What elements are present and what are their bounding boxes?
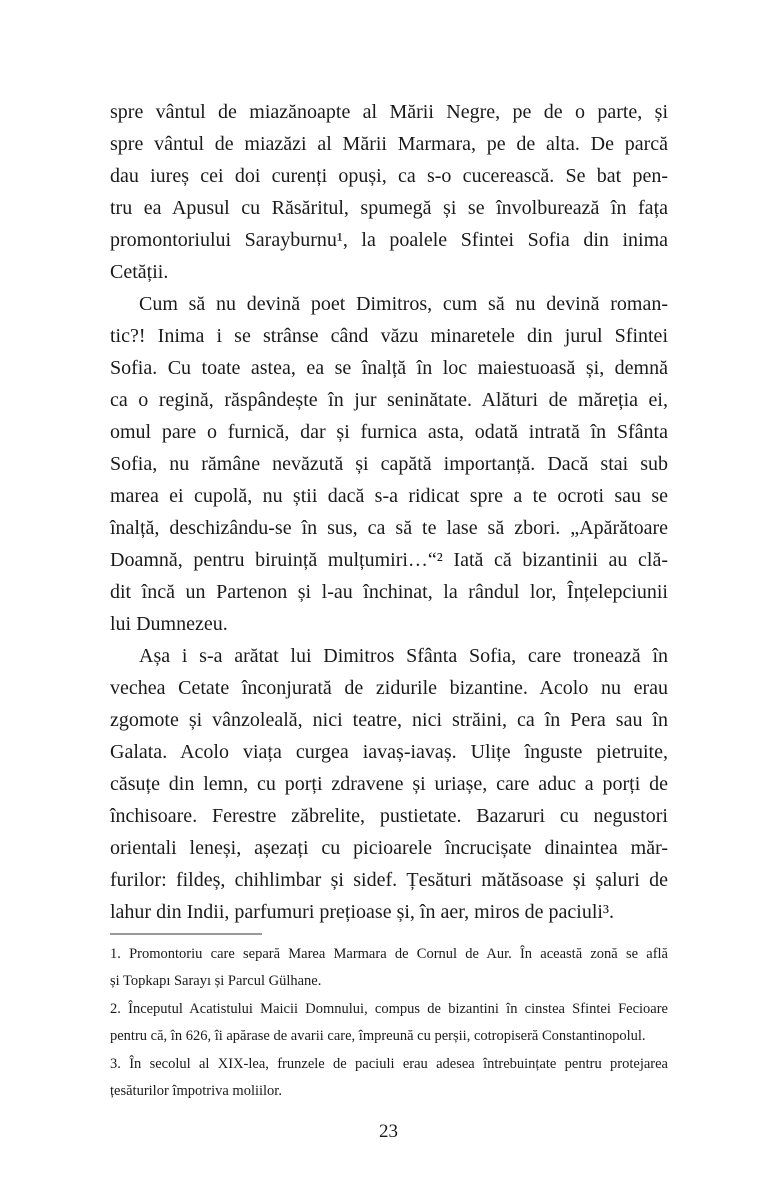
text-line: lahur din Indii, parfumuri prețioase și, în aer, miros de paciuli³. <box>110 901 614 923</box>
footnote-line: țesăturilor împotriva moliilor. <box>110 1083 282 1100</box>
footnote <box>110 1051 668 1106</box>
paragraph <box>110 640 668 928</box>
text-line: tru ea Apusul cu Răsăritul, spumegă și se învolburează în fața <box>110 197 668 219</box>
footnote-line: 1. Promontoriu care separă Marea Marmara de Cornul de Aur. În această zonă se află <box>110 946 668 962</box>
text-line: ca o regină, răspândește în jur seninătate. Alături de măreția ei, <box>110 389 668 411</box>
text-line: Sofia. Cu toate astea, ea se înalță în loc maiestuoasă și, demnă <box>110 357 668 379</box>
footnote-line: pentru că, în 626, îi apărase de avarii care, împreună cu perșii, cotropiseră Constantinopolul. <box>110 1028 646 1045</box>
paragraph <box>110 288 668 640</box>
footnote <box>110 941 668 996</box>
text-line: promontoriului Sarayburnu¹, la poalele Sfintei Sofia din inima <box>110 229 668 251</box>
text-line: Cetății. <box>110 261 169 283</box>
text-line: marea ei cupolă, nu știi dacă s-a ridicat spre a te ocroti sau se <box>110 485 668 507</box>
main-text <box>110 96 668 928</box>
footnotes <box>110 941 668 1105</box>
text-line: căsuțe din lemn, cu porți zdravene și uriașe, care aduc a porți de <box>110 773 668 795</box>
footnote-separator <box>110 933 262 935</box>
footnote <box>110 996 668 1051</box>
page-number: 23 <box>379 1121 398 1142</box>
text-line: dau iureș cei doi curenți opuși, ca s-o cucerească. Se bat pen- <box>110 165 668 187</box>
text-line: furilor: fildeș, chihlimbar și sidef. Țesături mătăsoase și șaluri de <box>110 869 668 891</box>
footnote-line: și Topkapı Sarayı și Parcul Gülhane. <box>110 973 322 990</box>
text-line: Cum să nu devină poet Dimitros, cum să nu devină roman- <box>139 293 668 315</box>
footnote-line: 3. În secolul al XIX-lea, frunzele de paciuli erau adesea întrebuințate pentru protejarea <box>110 1055 668 1072</box>
paragraph <box>110 96 668 288</box>
footnote-line: 2. Începutul Acatistului Maicii Domnului, compus de bizantini în cinstea Sfintei Fecioare <box>110 1000 668 1017</box>
text-line: dit încă un Partenon și l-au închinat, la rândul lor, Înțelepciunii <box>110 581 668 603</box>
text-line: înalță, deschizându-se în sus, ca să te lase să zbori. „Apărătoare <box>110 517 668 539</box>
text-line: orientali leneși, așezați cu picioarele încrucișate dinaintea măr- <box>110 837 668 859</box>
text-line: tic?! Inima i se strânse când văzu minaretele din jurul Sfintei <box>110 325 668 347</box>
text-line: spre vântul de miazănoapte al Mării Negre, pe de o parte, și <box>110 101 668 123</box>
text-line: spre vântul de miazăzi al Mării Marmara, pe de alta. De parcă <box>110 133 668 155</box>
text-line: vechea Cetate înconjurată de zidurile bizantine. Acolo nu erau <box>110 677 668 699</box>
text-line: Așa i s-a arătat lui Dimitros Sfânta Sofia, care tronează în <box>139 645 668 667</box>
text-line: zgomote și vânzoleală, nici teatre, nici străini, ca în Pera sau în <box>110 709 668 731</box>
text-line: Doamnă, pentru biruință mulțumiri…“² Iată că bizantinii au clă- <box>110 549 668 571</box>
text-line: lui Dumnezeu. <box>110 613 228 635</box>
text-line: Galata. Acolo viața curgea iavaș-iavaș. Ulițe înguste pietruite, <box>110 741 668 763</box>
text-line: omul pare o furnică, dar și furnica asta, odată intrată în Sfânta <box>110 421 668 443</box>
text-line: închisoare. Ferestre zăbrelite, pustietate. Bazaruri cu negustori <box>110 805 668 827</box>
text-line: Sofia, nu rămâne nevăzută și capătă importanță. Dacă stai sub <box>110 453 668 475</box>
